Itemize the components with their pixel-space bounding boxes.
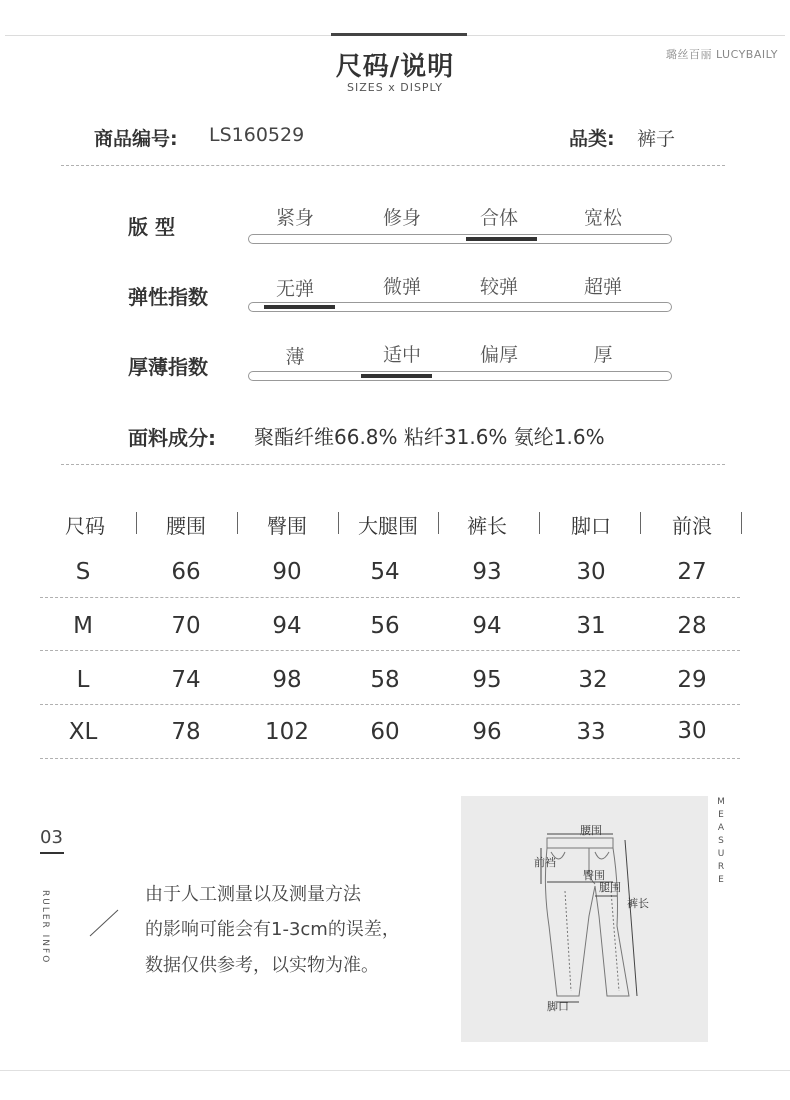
brand-name: 璐丝百丽 LUCYBAILY xyxy=(665,48,778,61)
fit-scale-track xyxy=(248,234,672,244)
table-cell: 56 xyxy=(370,613,400,639)
thickness-option: 薄 xyxy=(285,346,305,368)
thickness-scale-label: 厚薄指数 xyxy=(128,355,208,379)
page-title: 尺码/说明 xyxy=(335,52,455,82)
table-cell: 30 xyxy=(677,718,707,744)
table-cell: 98 xyxy=(272,667,302,693)
header-separator xyxy=(338,512,339,534)
measure-vertical-label xyxy=(716,796,726,887)
fit-option-selected: 合体 xyxy=(479,207,518,229)
thickness-option: 厚 xyxy=(593,344,613,366)
table-header-thigh: 大腿围 xyxy=(358,514,418,538)
table-header-size: 尺码 xyxy=(65,514,105,538)
table-cell: 60 xyxy=(370,719,400,745)
waist-diagram-label: 腰围 xyxy=(580,824,602,837)
category-value: 裤子 xyxy=(637,128,676,150)
category-label: 品类: xyxy=(569,128,615,150)
table-cell: 78 xyxy=(171,719,201,745)
elasticity-option: 超弹 xyxy=(583,276,622,298)
elasticity-scale-label: 弹性指数 xyxy=(128,285,208,309)
size-cell: S xyxy=(75,559,91,585)
fit-option: 宽松 xyxy=(583,207,622,229)
table-header-length: 裤长 xyxy=(467,514,507,538)
table-cell: 30 xyxy=(576,559,606,585)
header-separator xyxy=(237,512,238,534)
fit-scale-label: 版 型 xyxy=(128,215,175,239)
table-cell: 27 xyxy=(677,559,707,585)
thickness-scale-track xyxy=(248,371,672,381)
note-line: 数据仅供参考，以实物为准。 xyxy=(145,955,379,976)
info-divider xyxy=(61,165,725,166)
product-code-value: LS160529 xyxy=(209,124,305,146)
product-code-label: 商品编号: xyxy=(94,128,178,150)
table-cell: 90 xyxy=(272,559,302,585)
header-separator xyxy=(136,512,137,534)
table-cell: 102 xyxy=(265,719,309,745)
length-diagram-label: 裤长 xyxy=(627,897,649,910)
fit-option: 修身 xyxy=(382,207,421,229)
table-cell: 93 xyxy=(472,559,502,585)
table-cell: 66 xyxy=(171,559,201,585)
note-line: 由于人工测量以及测量方法 xyxy=(145,884,361,905)
elasticity-option: 微弹 xyxy=(382,276,421,298)
elasticity-option-selected: 无弹 xyxy=(275,278,314,300)
header-separator xyxy=(438,512,439,534)
pants-outline-icon xyxy=(461,796,708,1042)
note-line: 的影响可能会有1-3cm的误差， xyxy=(145,919,400,940)
section-number-underline xyxy=(40,852,64,854)
fabric-label: 面料成分: xyxy=(128,426,216,450)
table-header-front-rise: 前浪 xyxy=(672,514,712,538)
fit-option: 紧身 xyxy=(275,207,314,229)
thickness-scale-marker xyxy=(361,374,432,378)
bottom-divider xyxy=(0,1070,790,1071)
table-header-waist: 腰围 xyxy=(166,514,206,538)
table-cell: 32 xyxy=(578,667,608,693)
table-cell: 96 xyxy=(472,719,502,745)
fabric-composition: 聚酯纤维66.8% 粘纤31.6% 氨纶1.6% xyxy=(254,425,605,449)
row-divider xyxy=(40,597,740,598)
table-cell: 29 xyxy=(677,667,707,693)
table-cell: 95 xyxy=(472,667,502,693)
thickness-option-selected: 适中 xyxy=(382,344,421,366)
table-cell: 54 xyxy=(370,559,400,585)
table-cell: 74 xyxy=(171,667,201,693)
thigh-diagram-label: 腿围 xyxy=(599,881,621,894)
ruler-info-label: RULER INFO xyxy=(40,890,50,965)
fit-scale-marker xyxy=(466,237,537,241)
row-divider xyxy=(40,650,740,651)
title-accent-bar xyxy=(331,33,467,36)
thickness-option: 偏厚 xyxy=(479,344,518,366)
header-separator xyxy=(640,512,641,534)
table-cell: 33 xyxy=(576,719,606,745)
hip-diagram-label: 臀围 xyxy=(583,869,605,882)
fabric-divider xyxy=(61,464,725,465)
table-cell: 28 xyxy=(677,613,707,639)
table-cell: 70 xyxy=(171,613,201,639)
table-header-hip: 臀围 xyxy=(267,514,307,538)
table-header-hem: 脚口 xyxy=(571,514,611,538)
front-rise-diagram-label: 前裆 xyxy=(534,856,556,869)
table-cell: 58 xyxy=(370,667,400,693)
section-number: 03 xyxy=(40,827,63,848)
table-cell: 31 xyxy=(576,613,606,639)
header-separator xyxy=(539,512,540,534)
size-cell: L xyxy=(76,667,90,693)
size-cell: XL xyxy=(68,719,98,745)
size-cell: M xyxy=(73,613,93,639)
row-divider xyxy=(40,704,740,705)
table-cell: 94 xyxy=(472,613,502,639)
table-cell: 94 xyxy=(272,613,302,639)
row-divider xyxy=(40,758,740,759)
header-separator xyxy=(741,512,742,534)
slash-icon xyxy=(88,908,120,938)
elasticity-scale-marker xyxy=(264,305,335,309)
page-subtitle: SIZES x DISPLY xyxy=(347,81,443,94)
hem-diagram-label: 脚口 xyxy=(547,1000,569,1013)
measure-letters: MEASURE xyxy=(717,797,725,885)
measurement-diagram xyxy=(461,796,708,1042)
elasticity-option: 较弹 xyxy=(479,276,518,298)
